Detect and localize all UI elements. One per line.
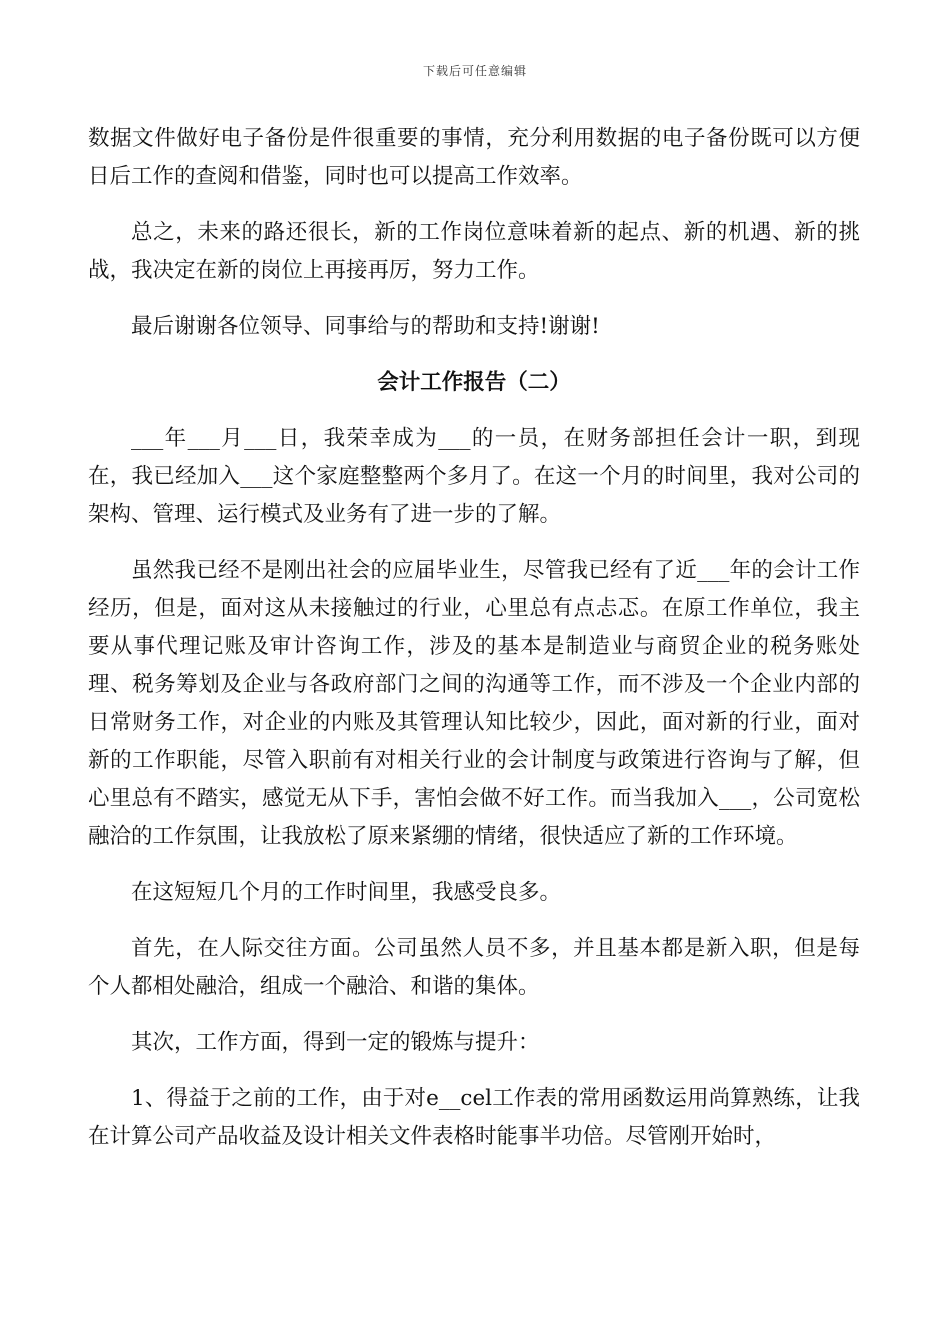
paragraph-relationships: 首先，在人际交往方面。公司虽然人员不多，并且基本都是新入职，但是每个人都相处融洽，组成一个融洽、和谐的集体。 bbox=[88, 936, 860, 999]
paragraph-joining: ___年___月___日，我荣幸成为___的一员，在财务部担任会计一职，到现在，我已经加入___这个家庭整整两个多月了。在这一个月的时间里，我对公司的架构、管理、运行模式及业务有了进一步的了解。 bbox=[88, 426, 860, 527]
document-body bbox=[88, 120, 860, 1174]
paragraph-feelings: 在这短短几个月的工作时间里，我感受良多。 bbox=[131, 880, 562, 905]
paragraph-thanks: 最后谢谢各位领导、同事给与的帮助和支持!谢谢! bbox=[131, 314, 600, 339]
paragraph-work-improvement: 其次，工作方面，得到一定的锻炼与提升： bbox=[131, 1030, 540, 1055]
paragraph-backup: 数据文件做好电子备份是件很重要的事情，充分利用数据的电子备份既可以方便日后工作的查阅和借鉴，同时也可以提高工作效率。 bbox=[88, 126, 860, 189]
page-header-note: 下载后可任意编辑 bbox=[422, 64, 527, 78]
section-title: 会计工作报告（二） bbox=[377, 370, 571, 395]
paragraph-conclusion: 总之，未来的路还很长，新的工作岗位意味着新的起点、新的机遇、新的挑战，我决定在新的岗位上再接再厉，努力工作。 bbox=[88, 220, 860, 283]
paragraph-experience: 虽然我已经不是刚出社会的应届毕业生，尽管我已经有了近___年的会计工作经历，但是，面对这从未接触过的行业，心里总有点忐忑。在原工作单位，我主要从事代理记账及审计咨询工作，涉及的基本是制造业与商贸企业的税务账处理、税务筹划及企业与各政府部门之间的沟通等工作，而不涉及一个企业内部的日常财务工作，对企业的内账及其管理认知比较少，因此，面对新的行业，面对新的工作职能，尽管入职前有对相关行业的会计制度与政策进行咨询与了解，但心里总有不踏实，感觉无从下手，害怕会做不好工作。而当我加入___，公司宽松融洽的工作氛围，让我放松了原来紧绷的情绪，很快适应了新的工作环境。 bbox=[88, 558, 860, 849]
paragraph-excel-skills: 1、得益于之前的工作，由于对e__cel工作表的常用函数运用尚算熟练，让我在计算公司产品收益及设计相关文件表格时能事半功倍。尽管刚开始时， bbox=[88, 1086, 860, 1149]
